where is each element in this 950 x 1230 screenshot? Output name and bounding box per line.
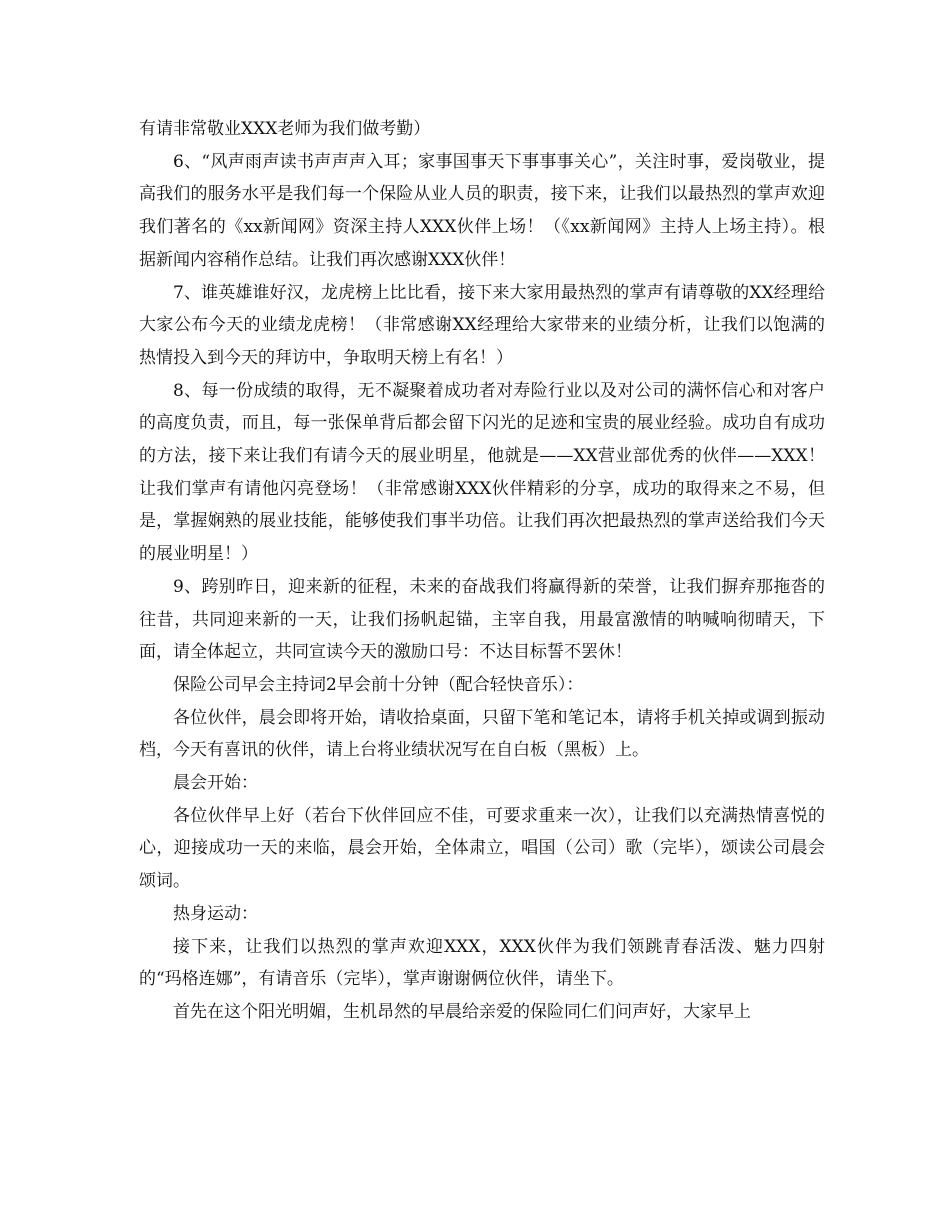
paragraph-warmup: 接下来，让我们以热烈的掌声欢迎XXX，XXX伙伴为我们领跳青春活泼、魅力四射的“玛格连娜”，有请音乐（完毕），掌声谢谢俩位伙伴，请坐下。 (139, 936, 825, 990)
paragraph-meeting-start-label: 晨会开始： (173, 773, 258, 794)
document-body (139, 113, 825, 1029)
paragraph-pre-meeting: 各位伙伴，晨会即将开始，请收拾桌面，只留下笔和笔记本，请将手机关掉或调到振动档，今天有喜讯的伙伴，请上台将业绩状况写在自白板（黑板）上。 (139, 707, 825, 761)
paragraph-item-6: 6、“风声雨声读书声声声入耳；家事国事天下事事事关心”，关注时事，爱岗敬业，提高我们的服务水平是我们每一个保险从业人员的职责，接下来，让我们以最热烈的掌声欢迎我们著名的《xx新闻网》资深主持人XXX伙伴上场！（《xx新闻网》主持人上场主持）。根据新闻内容稍作总结。让我们再次感谢XXX伙伴！ (139, 151, 825, 270)
paragraph-greeting: 各位伙伴早上好（若台下伙伴回应不佳，可要求重来一次），让我们以充满热情喜悦的心，迎接成功一天的来临，晨会开始，全体肃立，唱国（公司）歌（完毕），颂读公司晨会颂词。 (139, 805, 825, 892)
paragraph-item-7: 7、谁英雄谁好汉，龙虎榜上比比看，接下来大家用最热烈的掌声有请尊敬的XX经理给大家公布今天的业绩龙虎榜！（非常感谢XX经理给大家带来的业绩分析，让我们以饱满的热情投入到今天的拜访中，争取明天榜上有名！） (139, 282, 825, 368)
paragraph-attendance: 有请非常敬业XXX老师为我们做考勤） (139, 119, 431, 139)
paragraph-item-8: 8、每一份成绩的取得，无不凝聚着成功者对寿险行业以及对公司的满怀信心和对客户的高度负责，而且，每一张保单背后都会留下闪光的足迹和宝贵的展业经验。成功自有成功的方法，接下来让我们有请今天的展业明星，他就是——XX营业部优秀的伙伴——XXX！让我们掌声有请他闪亮登场！（非常感谢XXX伙伴精彩的分享，成功的取得来之不易，但是，掌握娴熟的展业技能，能够使我们事半功倍。让我们再次把最热烈的掌声送给我们今天的展业明星！） (139, 380, 825, 565)
paragraph-section-heading: 保险公司早会主持词2早会前十分钟（配合轻快音乐）： (173, 674, 584, 695)
paragraph-item-9: 9、跨别昨日，迎来新的征程，未来的奋战我们将赢得新的荣誉，让我们摒弃那拖沓的往昔，共同迎来新的一天，让我们扬帆起锚，主宰自我，用最富激情的呐喊响彻晴天，下面，请全体起立，共同宣读今天的激励口号：不达目标誓不罢休！ (139, 576, 825, 663)
paragraph-warmup-label: 热身运动： (173, 903, 258, 924)
paragraph-opening: 首先在这个阳光明媚，生机昂然的早晨给亲爱的保险同仁们问声好，大家早上 (173, 1001, 751, 1022)
